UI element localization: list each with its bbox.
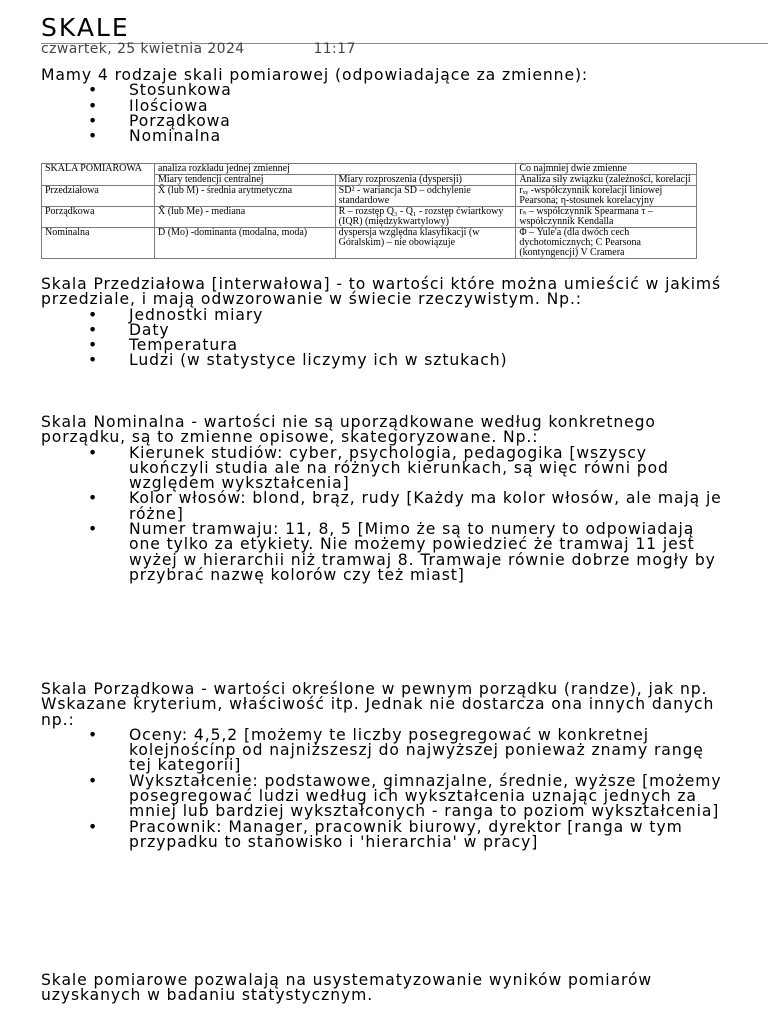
list-item: • Jednostki miary <box>129 308 731 323</box>
types-list <box>41 83 731 144</box>
list-item: • Numer tramwaju: 11, 8, 5 [Mimo że są to numery to odpowiadają one tylko za etykiety. Nie możemy powiedzieć że tramwaj 11 jest wyżej w hierarchii niż tramwaj 8. Tramwaje równie dobrze mogły by przybrać nazwę kolorów czy też miast] <box>129 522 731 583</box>
nominalna-section[interactable] <box>41 415 731 583</box>
list-item: • Ilościowa <box>129 99 731 114</box>
list-item: • Porządkowa <box>129 114 731 129</box>
scales-table <box>41 163 697 259</box>
list-item: • Kolor włosów: blond, brąz, rudy [Każdy ma kolor włosów, ale mają je różne] <box>129 491 731 522</box>
note-title[interactable]: SKALE <box>41 13 130 42</box>
list-item: • Oceny: 4,5,2 [możemy te liczby posegregować w konkretnej kolejnoścínp od najniższeszj do najwyższej ponieważ znamy rangę tej kategorii] <box>129 728 731 774</box>
przedzialowa-intro: Skala Przedziałowa [interwałowa] - to wartości które można umieścić w jakimś przedziale, i mają odwzorowanie w świecie rzeczywistym. Np.: <box>41 275 722 309</box>
table-header-cell: Miary rozproszenia (dyspersji) <box>335 175 516 186</box>
table-cell: Porządkowa <box>42 207 155 228</box>
table-header-cell: Miary tendencji centralnej <box>155 175 336 186</box>
table-header-row <box>42 164 697 175</box>
list-item: • Kierunek studiów: cyber, psychologia, pedagogika [wszyscy ukończyli studia ale na różnych kierunkach, są więc równi pod względem wykształcenia] <box>129 446 731 492</box>
table-row <box>42 228 697 259</box>
list-item: • Pracownik: Manager, pracownik biurowy, dyrektor [ranga w tym przypadku to stanowisko i 'hierarchia' w pracy] <box>129 820 731 851</box>
table-cell: Φ – Yule'a (dla dwóch cech dychotomicznych; C Pearsona (kontyngencji) V Cramera <box>516 228 697 259</box>
porzadkowa-list <box>41 725 731 851</box>
types-section[interactable] <box>41 68 731 144</box>
note-date: czwartek, 25 kwietnia 2024 <box>41 41 245 57</box>
list-item: • Wykształcenie: podstawowe, gimnazjalne, średnie, wyższe [możemy posegregować ludzi według ich wykształcenia uznając jednych za mniej lub bardziej wykształconych - ranga to poziom wykształcenia] <box>129 774 731 820</box>
nominalna-intro: Skala Nominalna - wartości nie są uporządkowane według konkretnego porządku, są to zmienne opisowe, skategoryzowane. Np.: <box>41 413 656 447</box>
table-cell: X̃ (lub Me) - mediana <box>155 207 336 228</box>
table-header-cell: Analiza siły związku (zależności, korelacji <box>516 175 697 186</box>
table-row <box>42 207 697 228</box>
scales-table-image <box>41 163 697 259</box>
list-item: • Nominalna <box>129 129 731 144</box>
table-cell: Nominalna <box>42 228 155 259</box>
przedzialowa-list <box>41 305 731 370</box>
porzadkowa-section[interactable] <box>41 682 731 850</box>
note-date-row <box>41 41 356 58</box>
porzadkowa-intro: Skala Porządkowa - wartości określone w pewnym porządku (randze), jak np. Wskazane kryterium, właściwość itp. Jednak nie dostarcza ona innych danych np.: <box>41 680 715 729</box>
table-cell: SD² - wariancja SD – odchylenie standardowe <box>335 186 516 207</box>
list-item: • Ludzi (w statystyce liczymy ich w sztukach) <box>129 353 731 368</box>
list-item: • Daty <box>129 323 731 338</box>
list-item: • Stosunkowa <box>129 83 731 98</box>
table-cell: rₓᵧ -współczynnik korelacji liniowej Pearsona; η-stosunek korelacyjny <box>516 186 697 207</box>
table-header-cell: SKALA POMIAROWA <box>42 164 155 186</box>
list-item: • Temperatura <box>129 338 731 353</box>
types-intro: Mamy 4 rodzaje skali pomiarowej (odpowiadające za zmienne): <box>41 66 589 84</box>
przedzialowa-section[interactable] <box>41 277 731 369</box>
table-cell: R – rozstęp Q₃ - Q₁ - rozstęp ćwiartkowy (IQR) (międzykwartylowy) <box>335 207 516 228</box>
table-cell: Przedziałowa <box>42 186 155 207</box>
table-cell: dyspersja względna klasyfikacji (w Góralskim) – nie obowiązuje <box>335 228 516 259</box>
note-time: 11:17 <box>313 41 356 57</box>
closing-section[interactable] <box>41 973 731 1004</box>
closing-text: Skale pomiarowe pozwalają na usystematyzowanie wyników pomiarów uzyskanych w badaniu statystycznym. <box>41 971 653 1005</box>
table-cell: D (Mo) -dominanta (modalna, moda) <box>155 228 336 259</box>
table-cell: X̄ (lub M) - średnia arytmetyczna <box>155 186 336 207</box>
table-header-cell: Co najmniej dwie zmienne <box>516 164 697 175</box>
nominalna-list <box>41 443 731 584</box>
table-header-cell: analiza rozkładu jednej zmiennej <box>155 164 516 175</box>
table-row <box>42 186 697 207</box>
table-cell: rₛ – współczynnik Spearmana τ – współczynnik Kendalla <box>516 207 697 228</box>
